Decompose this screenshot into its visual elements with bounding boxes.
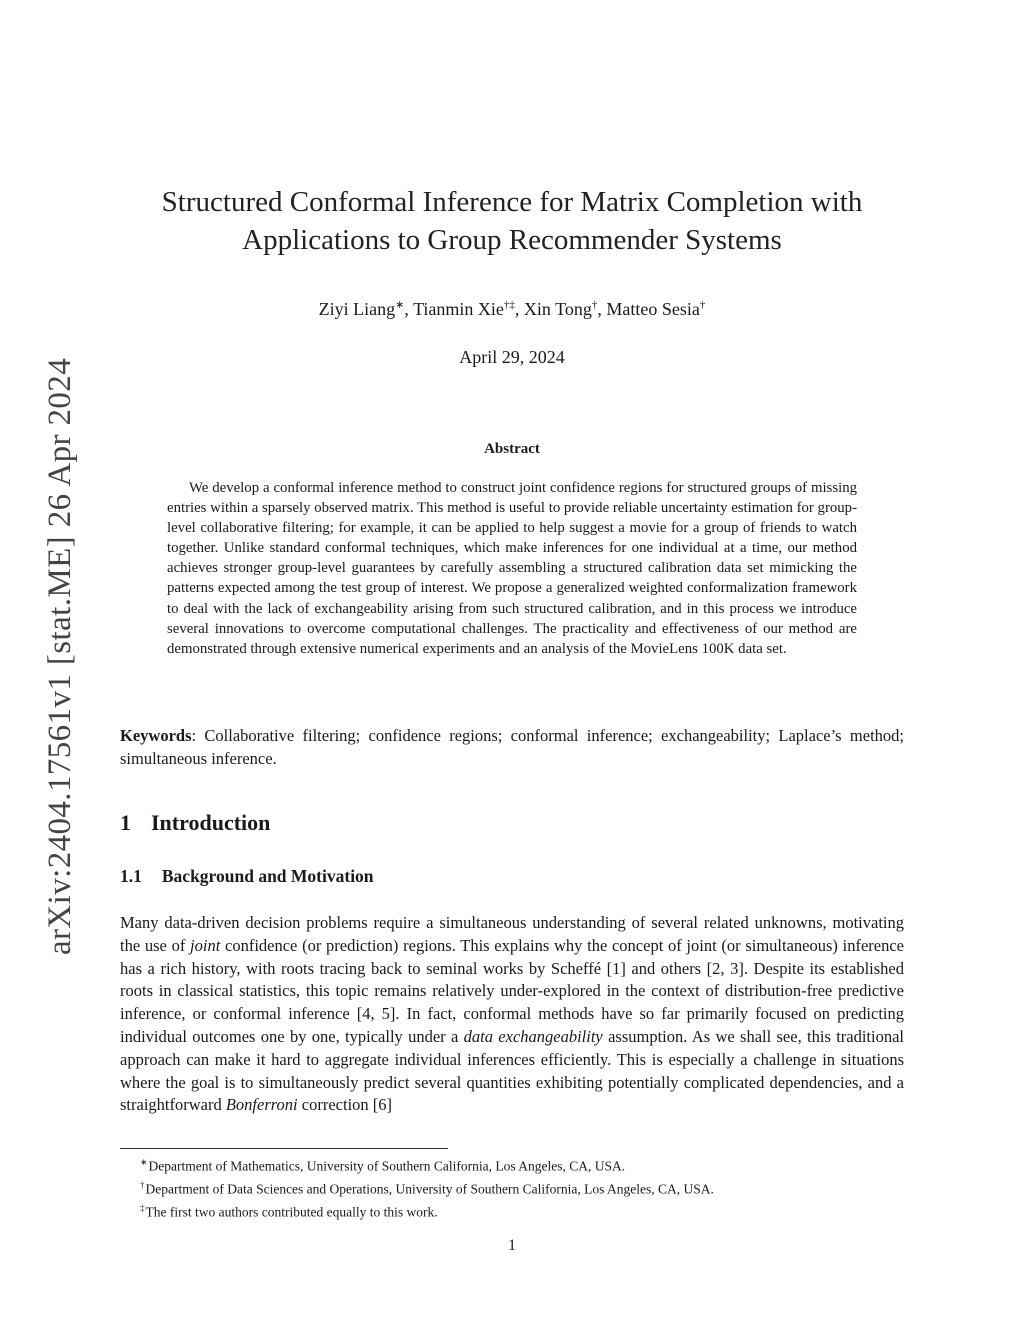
keywords-text: : Collaborative filtering; confidence regions; conformal inference; exchangeability; Laplace’s method; simultaneous inference. (120, 726, 904, 768)
intro-text: confidence (or prediction) regions. This explains why the concept of joint (or simultaneous) inference has a rich history, with roots tracing back to seminal works by Scheffé [1] and others [2, 3]. Despite its established roots in classical statistics, this topic remains relatively under-explored in the context of distribution-free predictive inference, or conformal inference [4, 5]. In fact, conformal methods have so far primarily focused on predicting individual outcomes one by one, typically under a (120, 935, 904, 1046)
footnote-text: The first two authors contributed equally to this work. (145, 1204, 438, 1220)
footnote-text: Department of Mathematics, University of Southern California, Los Angeles, CA, USA. (148, 1158, 626, 1174)
author-name: Ziyi Liang (318, 299, 396, 319)
abstract-heading: Abstract (484, 441, 540, 457)
author-mark: † (699, 299, 706, 311)
intro-emphasis: joint (190, 935, 221, 955)
publication-date: April 29, 2024 (459, 347, 565, 367)
footnotes (120, 1153, 904, 1222)
footnote-item (120, 1199, 904, 1222)
page-number: 1 (508, 1237, 516, 1254)
footnote-mark: † (140, 1180, 145, 1190)
author-name: Matteo Sesia (606, 299, 700, 319)
footnote-divider (120, 1148, 448, 1149)
arxiv-identifier[interactable]: arXiv:2404.17561v1 [stat.ME] 26 Apr 2024 (42, 357, 78, 955)
intro-text: Many data-driven decision problems require a simultaneous understanding of several related unknowns, motivating the use of (120, 913, 904, 955)
intro-text: assumption. As we shall see, this traditional approach can make it hard to aggregate individual inferences efficiently. This is especially a challenge in situations where the goal is to simultaneously predict several quantities exhibiting potentially complicated dependencies, and a straightforward (120, 1026, 905, 1115)
intro-text: correction [6] (297, 1095, 393, 1115)
author-mark: †‡ (503, 299, 515, 311)
keywords-label: Keywords (120, 726, 192, 745)
author-mark: ∗ (395, 299, 405, 311)
section-heading (120, 810, 270, 836)
paper-title (120, 183, 904, 259)
keywords (120, 724, 904, 770)
subsection-title: Background and Motivation (161, 866, 374, 886)
intro-emphasis: data exchangeability (463, 1026, 603, 1046)
author-name: Xin Tong (523, 299, 592, 319)
footnote-mark: ∗ (140, 1157, 148, 1167)
title-line-2: Applications to Group Recommender Systems (242, 224, 782, 256)
section-number: 1 (120, 810, 131, 835)
footnote-text: Department of Data Sciences and Operations, University of Southern California, Los Angeles, CA, USA. (145, 1181, 714, 1197)
author-mark: † (591, 299, 598, 311)
subsection-number: 1.1 (120, 866, 142, 886)
subsection-heading (120, 866, 374, 887)
footnote-mark: ‡ (140, 1203, 145, 1213)
footnote-item (120, 1176, 904, 1199)
intro-paragraph (120, 912, 904, 1117)
title-line-1: Structured Conformal Inference for Matrix Completion with (161, 186, 863, 218)
intro-emphasis: Bonferroni (225, 1095, 298, 1115)
abstract-text: We develop a conformal inference method to construct joint confidence regions for structured groups of missing entries within a sparsely observed matrix. This method is useful to provide reliable uncertainty estimation for group-level collaborative filtering; for example, it can be applied to help suggest a movie for a group of friends to watch together. Unlike standard conformal techniques, which make inferences for one individual at a time, our method achieves stronger group-level guarantees by carefully assembling a structured calibration data set mimicking the patterns expected among the test group of interest. We propose a generalized weighted conformalization framework to deal with the lack of exchangeability arising from such structured calibration, and in this process we introduce several innovations to overcome computational challenges. The practicality and effectiveness of our method are demonstrated through extensive numerical experiments and an analysis of the MovieLens 100K data set. (167, 480, 857, 657)
author-list: Ziyi Liang∗, Tianmin Xie†‡, Xin Tong†, Matteo Sesia† (318, 299, 706, 319)
author-name: Tianmin Xie (413, 299, 504, 319)
footnote-item (120, 1153, 904, 1176)
section-title: Introduction (151, 810, 271, 835)
